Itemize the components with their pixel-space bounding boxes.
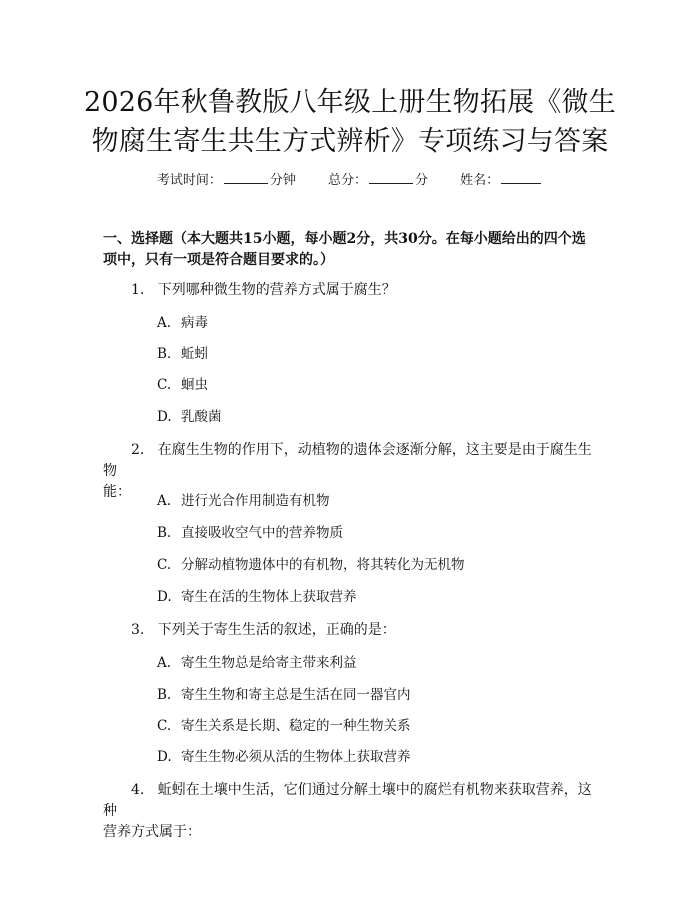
question-2-option-b (157, 524, 610, 542)
time-label: 考试时间： (156, 173, 222, 188)
question-3-option-b (157, 686, 610, 704)
title-line-1: 2026年秋鲁教版八年级上册生物拓展《微生 (84, 87, 616, 118)
question-1-option-a (157, 314, 610, 332)
option-letter: B. (157, 346, 172, 362)
option-letter: B. (157, 525, 172, 541)
option-letter: D. (157, 589, 172, 605)
score-blank (369, 171, 413, 184)
question-4 (103, 780, 604, 843)
question-number: 2. (131, 442, 145, 458)
question-3-option-a (157, 654, 610, 672)
section-heading (103, 229, 610, 271)
question-2-option-a (157, 492, 610, 510)
question-1-option-d (157, 408, 610, 426)
question-text-line-2: 营养方式属于： (103, 824, 201, 840)
exam-meta (0, 171, 700, 190)
option-letter: A. (157, 315, 172, 331)
option-letter: C. (157, 718, 172, 734)
question-1-option-c (157, 376, 610, 394)
section-heading-line-1: 一、选择题（本大题共15小题，每小题2分，共30分。在每小题给出的四个选 (103, 231, 586, 247)
question-3 (103, 620, 604, 641)
name-field (460, 173, 543, 188)
section-heading-line-2: 项中，只有一项是符合题目要求的。） (103, 252, 334, 268)
score-label: 总分： (327, 173, 367, 188)
score-field (328, 173, 428, 188)
question-2-option-d (157, 588, 610, 606)
question-text-line-1: 在腐生生物的作用下，动植物的遗体会逐渐分解，这主要是由于腐生生物 (103, 442, 592, 479)
option-text: 寄生生物必须从活的生物体上获取营养 (181, 749, 411, 765)
option-text: 病毒 (181, 315, 208, 331)
time-blank (224, 171, 268, 184)
option-letter: A. (157, 493, 172, 509)
option-letter: C. (157, 557, 172, 573)
question-3-option-c (157, 717, 610, 735)
question-text: 下列关于寄生生活的叙述，正确的是： (157, 622, 396, 638)
option-text: 寄生生物和寄主总是生活在同一器官内 (181, 687, 411, 703)
option-text: 进行光合作用制造有机物 (181, 493, 330, 509)
question-3-option-d (157, 748, 610, 766)
option-letter: C. (157, 377, 172, 393)
question-2-option-c (157, 556, 610, 574)
option-letter: B. (157, 687, 172, 703)
question-text: 下列哪种微生物的营养方式属于腐生？ (157, 282, 396, 298)
option-text: 乳酸菌 (181, 409, 222, 425)
option-text: 蚯蚓 (181, 346, 208, 362)
option-text: 寄生生物总是给寄主带来利益 (181, 655, 357, 671)
option-text: 寄生关系是长期、稳定的一种生物关系 (181, 718, 411, 734)
title-line-2: 物腐生寄生共生方式辨析》专项练习与答案 (91, 126, 609, 157)
name-blank (501, 171, 541, 184)
option-text: 直接吸收空气中的营养物质 (181, 525, 343, 541)
question-text-line-1: 蚯蚓在土壤中生活，它们通过分解土壤中的腐烂有机物来获取营养，这种 (103, 782, 592, 819)
option-letter: D. (157, 409, 172, 425)
question-1 (103, 280, 604, 301)
option-letter: A. (157, 655, 172, 671)
option-text: 蛔虫 (181, 377, 208, 393)
name-label: 姓名： (460, 173, 500, 188)
time-unit: 分钟 (269, 173, 296, 188)
question-1-option-b (157, 345, 610, 363)
question-text-line-2: 能： (103, 484, 131, 500)
option-text: 寄生在活的生物体上获取营养 (181, 589, 357, 605)
option-letter: D. (157, 749, 172, 765)
question-number: 3. (131, 622, 145, 638)
document-title (40, 83, 660, 161)
score-unit: 分 (415, 173, 429, 188)
question-number: 1. (131, 282, 145, 298)
option-text: 分解动植物遗体中的有机物，将其转化为无机物 (181, 557, 465, 573)
time-field (157, 173, 296, 188)
question-number: 4. (131, 782, 145, 798)
